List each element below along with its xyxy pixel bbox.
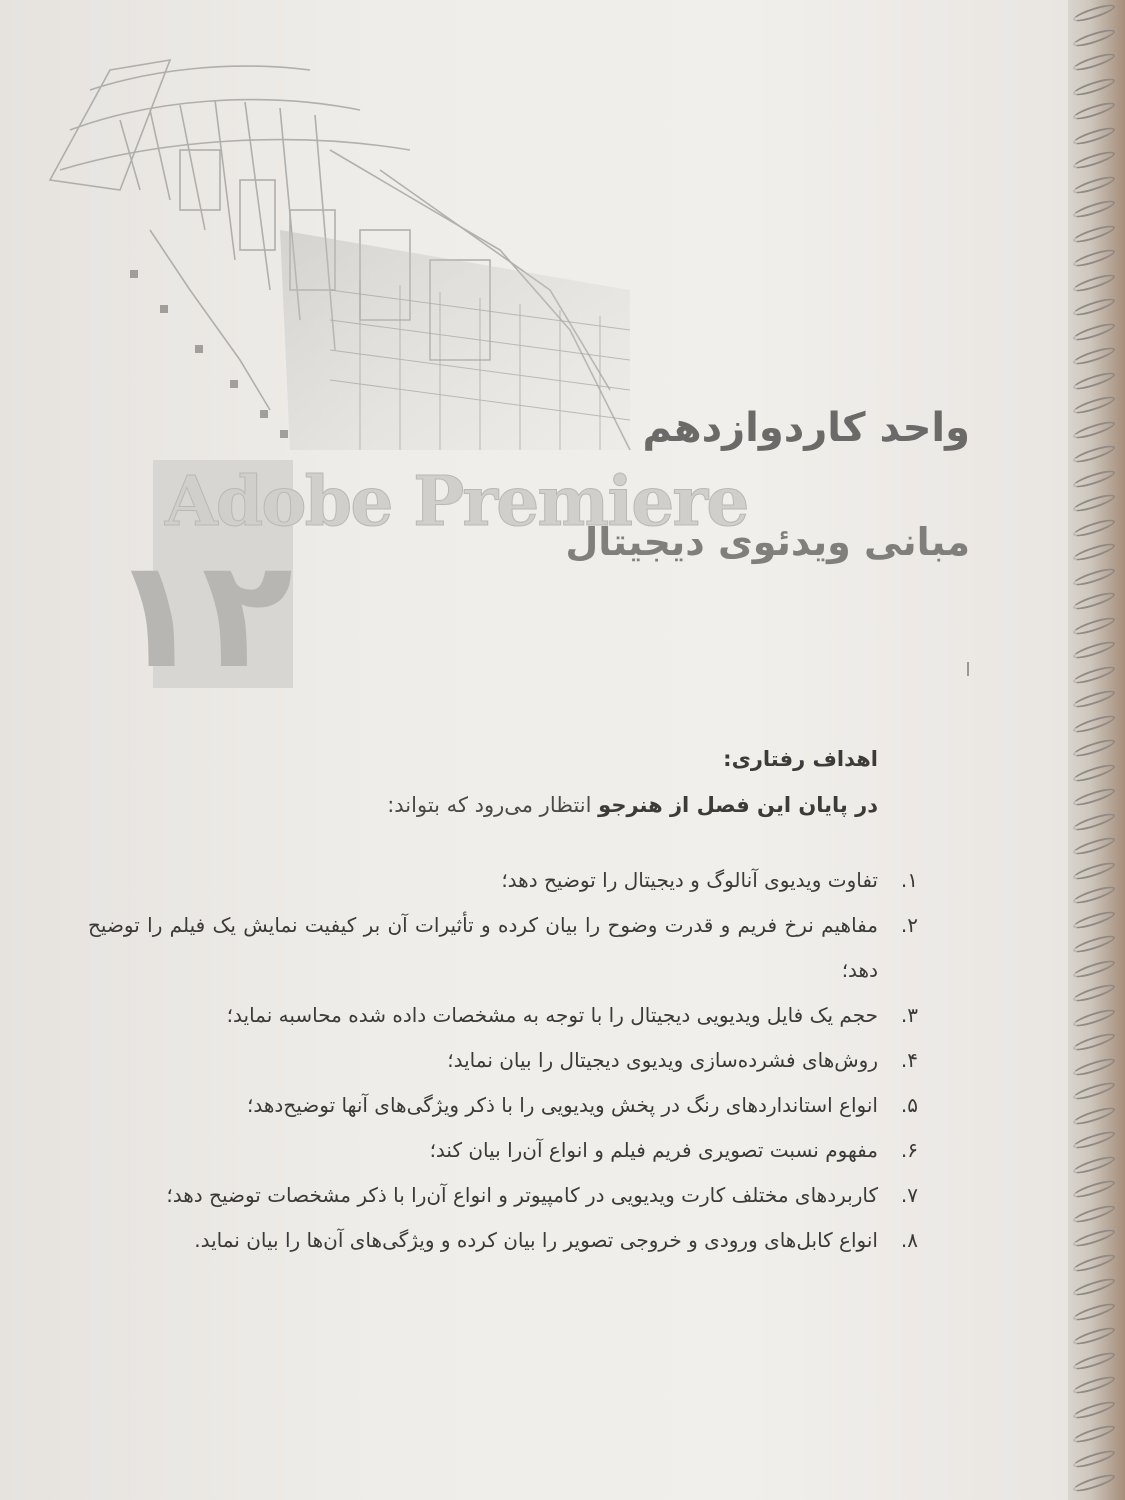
- spiral-coil: [1072, 565, 1117, 588]
- list-item: [88, 858, 918, 903]
- margin-tick: [967, 662, 969, 676]
- list-item: [88, 1218, 918, 1263]
- list-item: [88, 1128, 918, 1173]
- spiral-coil: [1072, 124, 1117, 147]
- item-text: انواع کابل‌های ورودی و خروجی تصویر را بیان کرده و ویژگی‌های آن‌ها را بیان نماید.: [194, 1228, 878, 1252]
- spiral-coil: [1072, 1226, 1117, 1249]
- spiral-binding: [1068, 0, 1125, 1500]
- spiral-coil: [1072, 981, 1117, 1004]
- item-text: مفهوم نسبت تصویری فریم فیلم و انواع آن‌را بیان کند؛: [429, 1138, 878, 1162]
- spiral-coil: [1072, 1398, 1117, 1421]
- spiral-coil: [1072, 491, 1117, 514]
- spiral-coil: [1072, 663, 1117, 686]
- list-item: [88, 903, 918, 993]
- spiral-coil: [1072, 320, 1117, 343]
- chapter-illustration: [30, 30, 640, 450]
- unit-subtitle: مبانی ویدئوی دیجیتال: [565, 520, 970, 564]
- item-number: ۲.: [900, 913, 918, 937]
- spiral-coil: [1072, 1079, 1117, 1102]
- spiral-coil: [1072, 99, 1117, 122]
- spiral-coil: [1072, 810, 1117, 833]
- item-text: انواع استانداردهای رنگ در پخش ویدیویی را با ذکر ویژگی‌های آنها توضیح‌دهد؛: [247, 1093, 878, 1117]
- item-number: ۶.: [900, 1138, 918, 1162]
- spiral-coil: [1072, 26, 1117, 49]
- item-text: روش‌های فشرده‌سازی ویدیوی دیجیتال را بیان نماید؛: [447, 1048, 878, 1072]
- spiral-coil: [1072, 467, 1117, 490]
- item-text: حجم یک فایل ویدیویی دیجیتال را با توجه به مشخصات داده شده محاسبه نماید؛: [226, 1003, 878, 1027]
- list-item: [88, 993, 918, 1038]
- spiral-coil: [1072, 859, 1117, 882]
- spiral-coil: [1072, 1030, 1117, 1053]
- spiral-coil: [1072, 246, 1117, 269]
- spiral-coil: [1072, 393, 1117, 416]
- spiral-coil: [1072, 908, 1117, 931]
- spiral-coil: [1072, 75, 1117, 98]
- spiral-coil: [1072, 1202, 1117, 1225]
- list-item: [88, 1083, 918, 1128]
- objectives-list: [88, 858, 918, 1263]
- item-number: ۷.: [900, 1183, 918, 1207]
- watermark-title: Adobe Premiere: [165, 462, 748, 542]
- spiral-coil: [1072, 932, 1117, 955]
- spiral-coil: [1072, 1447, 1117, 1470]
- item-number: ۵.: [900, 1093, 918, 1117]
- spiral-coil: [1072, 442, 1117, 465]
- spiral-coil: [1072, 614, 1117, 637]
- spiral-coil: [1072, 712, 1117, 735]
- spiral-coil: [1072, 1, 1117, 24]
- spiral-coil: [1072, 1104, 1117, 1127]
- intro-bold: در پایان این فصل از هنرجو: [598, 793, 878, 817]
- spiral-coil: [1072, 173, 1117, 196]
- spiral-coil: [1072, 344, 1117, 367]
- spiral-coil: [1072, 687, 1117, 710]
- spiral-coil: [1072, 271, 1117, 294]
- spiral-coil: [1072, 1055, 1117, 1078]
- spiral-coil: [1072, 1349, 1117, 1372]
- item-number: ۴.: [900, 1048, 918, 1072]
- spiral-coil: [1072, 957, 1117, 980]
- spiral-coil: [1072, 1251, 1117, 1274]
- item-text: کاربردهای مختلف کارت ویدیویی در کامپیوتر و انواع آن‌را با ذکر مشخصات توضیح دهد؛: [166, 1183, 878, 1207]
- spiral-coil: [1072, 736, 1117, 759]
- spiral-coil: [1072, 1300, 1117, 1323]
- spiral-coil: [1072, 1128, 1117, 1151]
- spiral-coil: [1072, 369, 1117, 392]
- objectives-heading: اهداف رفتاری:: [723, 747, 878, 771]
- spiral-coil: [1072, 197, 1117, 220]
- spiral-coil: [1072, 1324, 1117, 1347]
- spiral-coil: [1072, 638, 1117, 661]
- spiral-coil: [1072, 1471, 1117, 1494]
- spiral-coil: [1072, 785, 1117, 808]
- item-number: ۳.: [900, 1003, 918, 1027]
- spiral-coil: [1072, 1153, 1117, 1176]
- intro-rest: انتظار می‌رود که بتواند:: [387, 793, 592, 817]
- spiral-coil: [1072, 222, 1117, 245]
- spiral-coil: [1072, 834, 1117, 857]
- objectives-intro: [178, 793, 878, 817]
- spiral-coil: [1072, 50, 1117, 73]
- item-number: ۸.: [900, 1228, 918, 1252]
- item-text: تفاوت ویدیوی آنالوگ و دیجیتال را توضیح دهد؛: [501, 868, 878, 892]
- list-item: [88, 1038, 918, 1083]
- spiral-coil: [1072, 1275, 1117, 1298]
- spiral-coil: [1072, 589, 1117, 612]
- spiral-coil: [1072, 148, 1117, 171]
- spiral-coil: [1072, 516, 1117, 539]
- spiral-coil: [1072, 883, 1117, 906]
- spiral-coil: [1072, 295, 1117, 318]
- spiral-coil: [1072, 1422, 1117, 1445]
- spiral-coil: [1072, 761, 1117, 784]
- spiral-coil: [1072, 1177, 1117, 1200]
- spiral-coil: [1072, 1006, 1117, 1029]
- spiral-coil: [1072, 540, 1117, 563]
- item-text: مفاهیم نرخ فریم و قدرت وضوح را بیان کرده و تأثیرات آن بر کیفیت نمایش یک فیلم را توضیح دهد؛: [88, 913, 878, 982]
- unit-title: واحد کاردوازدهم: [642, 405, 970, 451]
- list-item: [88, 1173, 918, 1218]
- spiral-coil: [1072, 418, 1117, 441]
- chapter-number: ۱۲: [109, 528, 293, 702]
- item-number: ۱.: [900, 868, 918, 892]
- spiral-coil: [1072, 1373, 1117, 1396]
